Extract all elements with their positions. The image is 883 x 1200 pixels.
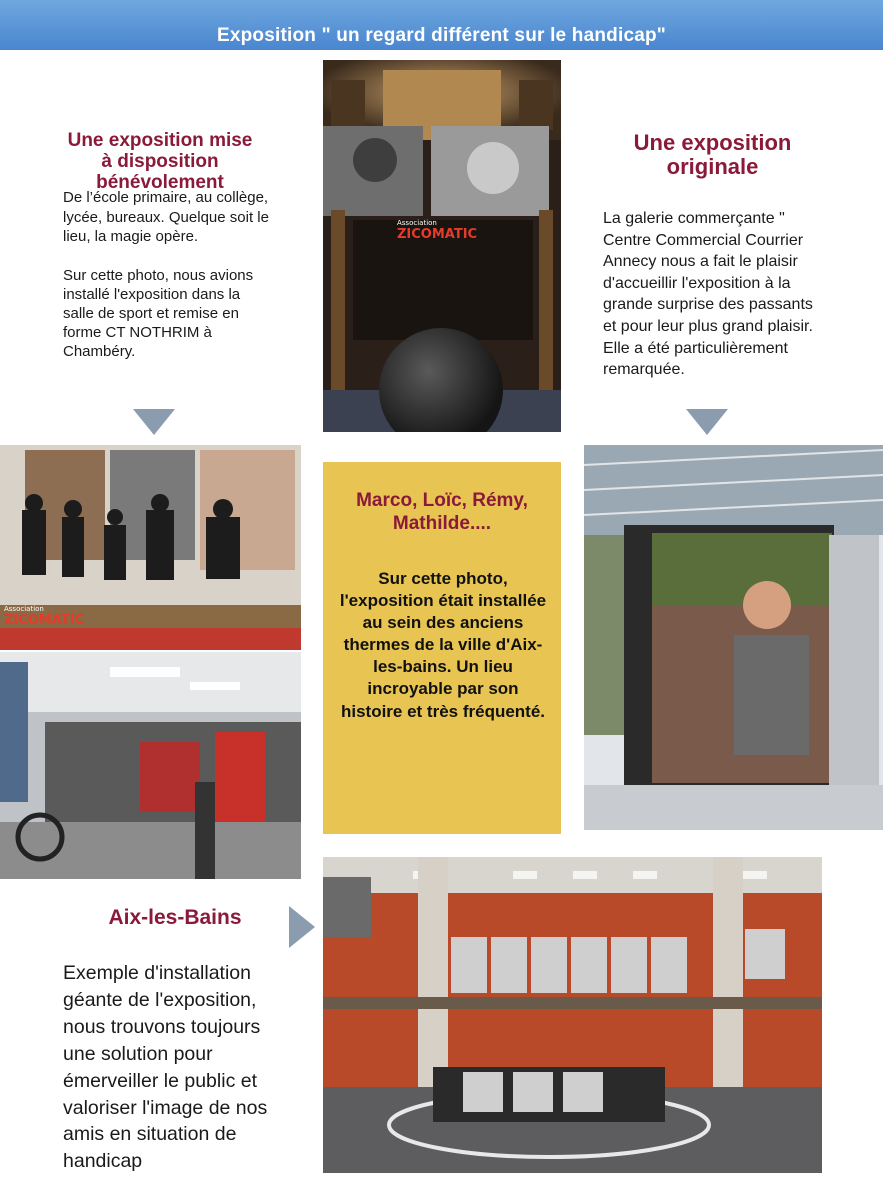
arrow-down-left bbox=[133, 409, 175, 435]
gym-logo-small-text: Association bbox=[4, 605, 44, 613]
photo-gym-group bbox=[0, 445, 301, 650]
photo-gym-interior-image bbox=[0, 652, 301, 879]
left-top-paragraph-2: Sur cette photo, nous avions installé l'exposition dans la salle de sport et remise en forme CT NOTHRIM à Chambéry. bbox=[63, 267, 254, 361]
photo-gallery-annecy-image bbox=[584, 445, 883, 830]
center-info-panel bbox=[323, 462, 561, 834]
center-paragraph: Sur cette photo, l'exposition était installée au sein des anciens thermes de la ville d'Aix-les-bains. Un lieu incroyable par son histoire et très fréquenté. bbox=[339, 569, 547, 721]
page-header bbox=[0, 0, 883, 50]
photo-gym-interior bbox=[0, 652, 301, 879]
photo-thermes bbox=[323, 60, 561, 432]
arrow-right-bottom bbox=[289, 906, 315, 948]
right-top-heading: Une exposition originale bbox=[633, 130, 792, 180]
arrow-down-right bbox=[686, 409, 728, 435]
gym-zicomatic-logo: ZICOMATIC bbox=[4, 613, 85, 628]
page-title: Exposition " un regard différent sur le handicap" bbox=[216, 25, 667, 46]
left-bottom-heading: Aix-les-Bains bbox=[108, 906, 242, 929]
right-top-paragraph: La galerie commerçante " Centre Commercial Courrier Annecy nous a fait le plaisir d'accueillir l'exposition à la grande surprise des passants et pour leur plus grand plaisir. Elle a été particulièrement remarquée. bbox=[603, 210, 813, 379]
photo-gallery-annecy bbox=[584, 445, 883, 830]
center-heading: Marco, Loïc, Rémy, Mathilde.... bbox=[356, 490, 528, 534]
photo-atrium-aix bbox=[323, 857, 822, 1173]
photo-thermes-image bbox=[323, 60, 561, 432]
left-top-heading: Une exposition mise à disposition bénévolement bbox=[67, 130, 253, 193]
zicomatic-logo: ZICOMATIC bbox=[397, 227, 478, 242]
photo-atrium-aix-image bbox=[323, 857, 822, 1173]
left-bottom-paragraph: Exemple d'installation géante de l'exposition, nous trouvons toujours une solution pour émerveiller le public et valoriser l'image de nos amis en situation de handicap bbox=[63, 962, 268, 1173]
left-top-paragraph-1: De l’école primaire, au collège, lycée, bureaux. Quelque soit le lieu, la magie opère. bbox=[63, 189, 269, 245]
logo-small-text: Association bbox=[397, 219, 437, 227]
